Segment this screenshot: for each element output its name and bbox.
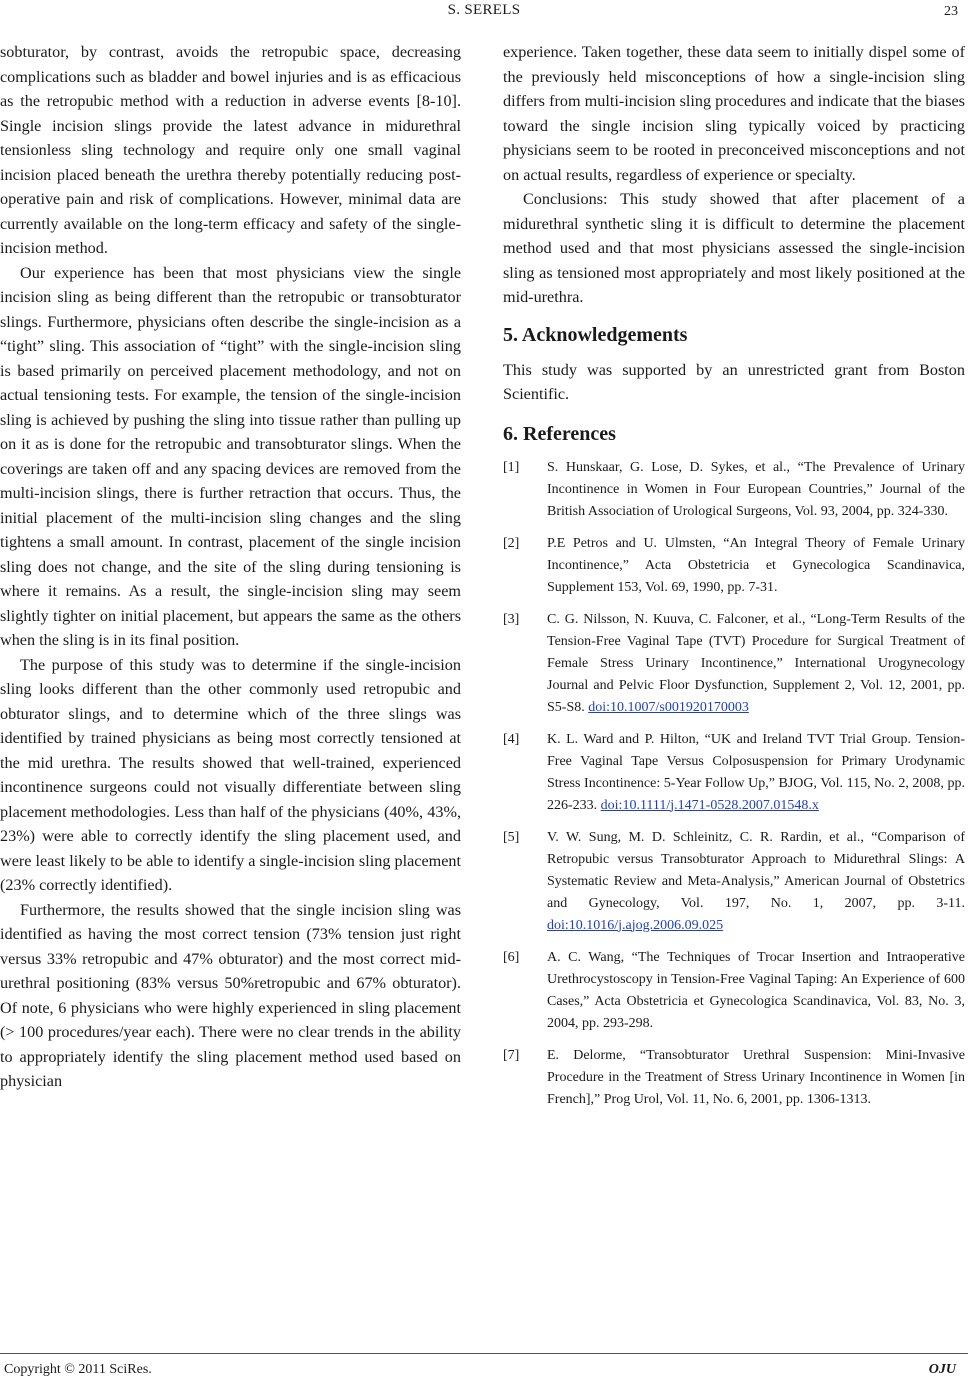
- reference-item: [503, 729, 965, 817]
- running-header-author: S. SERELS: [447, 2, 521, 18]
- reference-item: [503, 827, 965, 937]
- body-paragraph: Our experience has been that most physicians view the single incision sling as being different than the retropubic or transobturator slings. Furthermore, physicians often describe the single-incision as a “tight” sling. This association of “tight” with the single-incision sling is based primarily on perceived placement methodology, and not on actual tensioning tests. For example, the tension of the single-incision sling is achieved by pushing the sling into tissue rather than pulling up on it as is done for the retropubic and transobturator slings. When the coverings are taken off and any spacing devices are removed from the multi-incision slings, there is further retraction that occurs. Thus, the initial placement of the multi-incision sling changes and the sling tightens a small amount. In contrast, placement of the single incision sling does not change, and the site of the sling during tensioning is where it remains. As a result, the single-incision sling may seem slightly tighter on initial placement, but appears the same as the others when the sling is in its final position.: [0, 263, 461, 649]
- doi-link[interactable]: doi:10.1016/j.ajog.2006.09.025: [547, 917, 724, 933]
- reference-text: [547, 1045, 965, 1111]
- doi-link[interactable]: doi:10.1111/j.1471-0528.2007.01548.x: [600, 797, 819, 813]
- left-column: [0, 40, 461, 1094]
- conclusions-paragraph: Conclusions: This study showed that after placement of a midurethral synthetic sling it is difficult to determine the placement method used and that most physicians assessed the single-incision sling as tensioned most appropriately and most likely positioned at the mid-urethra.: [503, 190, 965, 306]
- reference-item: [503, 1045, 965, 1111]
- body-paragraph: sobturator, by contrast, avoids the retropubic space, decreasing complications such as bladder and bowel injuries and is as efficacious as the retropubic method with a reduction in adverse events [8-10]. Single incision slings provide the latest advance in midurethral tensionless sling technology and require only one small vaginal incision placed beneath the urethra thereby potentially reducing post-operative pain and risk of complications. However, minimal data are currently available on the long-term efficacy and safety of the single-incision method.: [0, 43, 461, 257]
- reference-item: [503, 533, 965, 599]
- reference-number: [6]: [503, 949, 520, 965]
- reference-number: [4]: [503, 731, 520, 747]
- reference-item: [503, 609, 965, 719]
- section-heading-acknowledgements: 5. Acknowledgements: [503, 323, 688, 346]
- reference-number: [5]: [503, 829, 520, 845]
- reference-text: [547, 947, 965, 1035]
- reference-text: [547, 533, 965, 599]
- reference-list: [503, 457, 965, 1111]
- reference-text: [547, 457, 965, 523]
- reference-text: [547, 609, 965, 719]
- reference-citation: V. W. Sung, M. D. Schleinitz, C. R. Rardin, et al., “Comparison of Retropubic versus Transobturator Approach to Midurethral Slings: A Systematic Review and Meta-Analysis,” American Journal of Obstetrics and Gynecology, Vol. 197, No. 1, 2007, pp. 3-11.: [547, 829, 965, 911]
- reference-citation: S. Hunskaar, G. Lose, D. Sykes, et al., “The Prevalence of Urinary Incontinence in Women in Four European Countries,” Journal of the British Association of Urological Surgeons, Vol. 93, 2004, pp. 324-330.: [547, 459, 965, 519]
- page-number: 23: [944, 4, 958, 19]
- section-heading-references: 6. References: [503, 422, 616, 445]
- body-paragraph: The purpose of this study was to determine if the single-incision sling looks different than the other commonly used retropubic and obturator slings, and to determine which of the three slings was identified by trained physicians as being most correctly tensioned at the mid urethra. The results showed that well-trained, experienced incontinence surgeons could not visually differentiate between sling placement methodologies. Less than half of the physicians (40%, 43%, 23%) were able to correctly identify the sling placement used, and were least likely to be able to identify a single-incision sling placement (23% correctly identified).: [0, 655, 461, 894]
- reference-citation: E. Delorme, “Transobturator Urethral Suspension: Mini-Invasive Procedure in the Treatment of Stress Urinary Incontinence in Women [in French],” Prog Urol, Vol. 11, No. 6, 2001, pp. 1306-1313.: [547, 1047, 965, 1107]
- doi-link[interactable]: doi:10.1007/s001920170003: [588, 699, 749, 715]
- footer-divider: [0, 1353, 968, 1354]
- body-paragraph: Furthermore, the results showed that the single incision sling was identified as having the most correct tension (73% tension just right versus 33% retropubic and 47% obturator) and the most correct mid-urethral positioning (83% versus 50%retropubic and 67% obturator). Of note, 6 physicians who were highly experienced in sling placement (> 100 procedures/year each). There were no clear trends in the ability to appropriately identify the sling placement method used based on physician: [0, 900, 461, 1090]
- reference-item: [503, 947, 965, 1035]
- reference-citation: C. G. Nilsson, N. Kuuva, C. Falconer, et al., “Long-Term Results of the Tension-Free Vaginal Tape (TVT) Procedure for Surgical Treatment of Female Stress Urinary Incontinence,” International Urogynecology Journal and Pelvic Floor Dysfunction, Supplement 2, Vol. 12, 2001, pp. S5-S8.: [547, 611, 965, 715]
- footer-journal: OJU: [928, 1362, 956, 1377]
- reference-citation: A. C. Wang, “The Techniques of Trocar Insertion and Intraoperative Urethrocystoscopy in Tension-Free Vaginal Taping: An Experience of 600 Cases,” Acta Obstetricia et Gynecologica Scandinavica, Vol. 83, No. 3, 2004, pp. 293-298.: [547, 949, 965, 1031]
- reference-text: [547, 827, 965, 937]
- reference-text: [547, 729, 965, 817]
- right-column: [503, 40, 965, 1121]
- footer-copyright: Copyright © 2011 SciRes.: [4, 1362, 152, 1377]
- reference-item: [503, 457, 965, 523]
- reference-number: [1]: [503, 459, 520, 475]
- body-paragraph: experience. Taken together, these data seem to initially dispel some of the previously held misconceptions of how a single-incision sling differs from multi-incision sling procedures and indicate that the biases toward the single incision sling typically voiced by practicing physicians seem to be rooted in preconceived misconceptions and not on actual results, regardless of experience or specialty.: [503, 43, 965, 184]
- acknowledgements-text: This study was supported by an unrestricted grant from Boston Scientific.: [503, 360, 965, 403]
- reference-number: [7]: [503, 1047, 520, 1063]
- reference-number: [3]: [503, 611, 520, 627]
- reference-citation: K. L. Ward and P. Hilton, “UK and Ireland TVT Trial Group. Tension-Free Vaginal Tape Versus Colposuspension for Primary Urodynamic Stress Incontinence: 5-Year Follow Up,” BJOG, Vol. 115, No. 2, 2008, pp. 226-233.: [547, 731, 965, 813]
- reference-number: [2]: [503, 535, 520, 551]
- reference-citation: P.E Petros and U. Ulmsten, “An Integral Theory of Female Urinary Incontinence,” Acta Obstetricia et Gynecologica Scandinavica, Supplement 153, Vol. 69, 1990, pp. 7-31.: [547, 535, 965, 595]
